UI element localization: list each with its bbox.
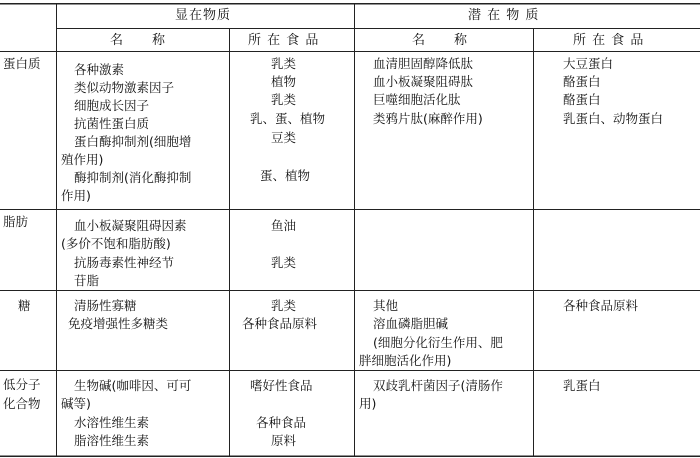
- list-item: 苷脂: [74, 273, 100, 288]
- list-item: 血清胆固醇降低肽: [373, 56, 474, 71]
- list-item: 细胞成长因子: [74, 98, 150, 113]
- list-item: 碱等): [61, 396, 91, 411]
- apparent-substances-header: 显在物质: [175, 8, 232, 23]
- list-item: 清肠性寡糖: [74, 298, 137, 313]
- food-source: 乳类: [271, 92, 297, 107]
- list-item: 胖细胞活化作用): [359, 353, 452, 368]
- list-item: 各种激素: [74, 62, 125, 77]
- list-item: (多价不饱和脂肪酸): [61, 236, 171, 251]
- latent-name-column-header: 名 称: [412, 33, 469, 48]
- food-source: 酪蛋白: [563, 74, 601, 89]
- list-item: 其他: [373, 298, 399, 313]
- food-source: 大豆蛋白: [563, 56, 614, 71]
- category-fat: 脂肪: [3, 214, 29, 229]
- list-item: 类鸦片肽(麻醉作用): [373, 111, 483, 126]
- list-item: 脂溶性维生素: [74, 433, 150, 448]
- apparent-name-column-header: 名 称: [110, 33, 167, 48]
- food-source: 豆类: [271, 130, 297, 145]
- list-item: 双歧乳杆菌因子(清肠作: [373, 378, 503, 393]
- food-source: 乳类: [271, 298, 297, 313]
- list-item: 溶血磷脂胆碱: [373, 316, 449, 331]
- apparent-food-column-header: 所 在 食 品: [248, 33, 320, 48]
- food-source: 鱼油: [271, 218, 297, 233]
- list-item: 巨噬细胞活化肽: [373, 92, 461, 107]
- list-item: 用): [359, 396, 377, 411]
- list-item: 抗菌性蛋白质: [74, 116, 150, 131]
- list-item: 水溶性维生素: [74, 415, 150, 430]
- category-protein: 蛋白质: [3, 56, 41, 71]
- food-source: 各种食品原料: [563, 298, 639, 313]
- category-low-molecular-compounds-line2: 化合物: [3, 396, 41, 411]
- food-source: 乳、蛋、植物: [250, 111, 326, 126]
- list-item: 蛋白酶抑制剂(细胞增: [74, 134, 192, 149]
- food-source: 蛋、植物: [260, 168, 311, 183]
- list-item: 免疫增强性多糖类: [68, 316, 169, 331]
- list-item: 血小板凝聚阻碍肽: [373, 74, 474, 89]
- list-item: 酶抑制剂(消化酶抑制: [74, 170, 192, 185]
- food-source: 各种食品: [256, 415, 307, 430]
- latent-food-column-header: 所 在 食 品: [573, 33, 645, 48]
- list-item: 作用): [61, 188, 91, 203]
- list-item: (细胞分化衍生作用、肥: [373, 335, 503, 350]
- category-low-molecular-compounds-line1: 低分子: [3, 377, 41, 392]
- latent-substances-header: 潜 在 物 质: [468, 8, 540, 23]
- food-source: 乳蛋白: [563, 378, 601, 393]
- list-item: 抗肠毒素性神经节: [74, 255, 175, 270]
- category-sugar: 糖: [18, 298, 31, 313]
- list-item: 类似动物激素因子: [74, 80, 175, 95]
- food-source: 原料: [271, 433, 297, 448]
- food-source: 乳蛋白、动物蛋白: [563, 111, 664, 126]
- list-item: 血小板凝聚阻碍因素: [74, 218, 187, 233]
- food-source: 乳类: [271, 56, 297, 71]
- list-item: 殖作用): [61, 152, 104, 167]
- food-source: 各种食品原料: [242, 316, 318, 331]
- food-source: 乳类: [271, 255, 297, 270]
- food-source: 酪蛋白: [563, 92, 601, 107]
- list-item: 生物碱(咖啡因、可可: [74, 378, 192, 393]
- food-source: 嗜好性食品: [250, 378, 313, 393]
- food-source: 植物: [271, 74, 297, 89]
